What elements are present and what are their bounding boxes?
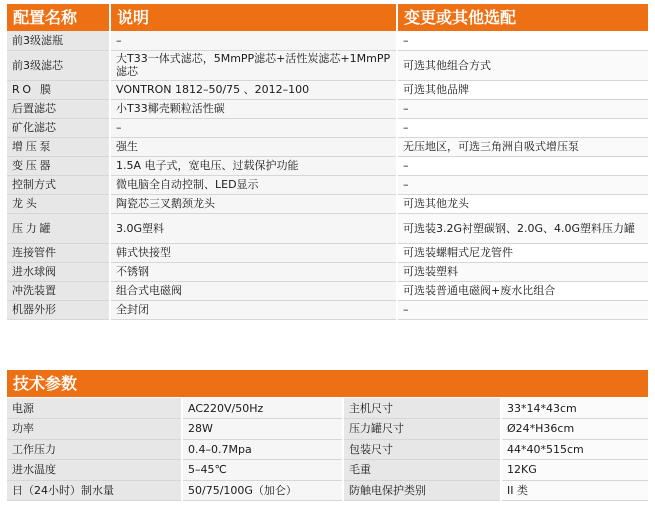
tech-key: 压力罐尺寸 xyxy=(343,419,501,440)
tech-value: 12KG xyxy=(501,460,648,481)
table-row xyxy=(7,31,648,50)
config-name: 变压器 xyxy=(7,156,110,175)
config-name: 压力罐 xyxy=(7,213,110,243)
table-row xyxy=(7,419,648,440)
table-row xyxy=(7,118,648,137)
config-option: – xyxy=(397,300,648,319)
table-row xyxy=(7,262,648,281)
tech-key: 日（24小时）制水量 xyxy=(7,480,182,501)
config-name: 龙头 xyxy=(7,194,110,213)
config-option: 可选其他组合方式 xyxy=(397,50,648,80)
tech-key: 功率 xyxy=(7,419,182,440)
tech-section-title: 技术参数 xyxy=(7,370,648,397)
tech-key: 防触电保护类别 xyxy=(343,480,501,501)
config-option: – xyxy=(397,118,648,137)
tech-table xyxy=(7,398,648,501)
config-name: 进水球阀 xyxy=(7,262,110,281)
config-option: – xyxy=(397,175,648,194)
tech-key: 包装尺寸 xyxy=(343,439,501,460)
config-desc: 组合式电磁阀 xyxy=(110,281,397,300)
config-desc: 大T33一体式滤芯，5MmPP滤芯+活性炭滤芯+1MmPP滤芯 xyxy=(110,50,397,80)
config-name: 后置滤芯 xyxy=(7,99,110,118)
table-row xyxy=(7,398,648,419)
tech-value: AC220V/50Hz xyxy=(182,398,343,419)
config-option: 可选其他龙头 xyxy=(397,194,648,213)
tech-value: 33*14*43cm xyxy=(501,398,648,419)
config-option: 可选装螺帽式尼龙管件 xyxy=(397,243,648,262)
config-desc: 不锈钢 xyxy=(110,262,397,281)
table-row xyxy=(7,213,648,243)
tech-key: 毛重 xyxy=(343,460,501,481)
table-row xyxy=(7,175,648,194)
config-desc: – xyxy=(110,31,397,50)
table-row xyxy=(7,156,648,175)
tech-value: 44*40*515cm xyxy=(501,439,648,460)
tech-value: Ø24*H36cm xyxy=(501,419,648,440)
header-description: 说明 xyxy=(110,4,397,31)
config-desc: 强生 xyxy=(110,137,397,156)
config-desc: 韩式快接型 xyxy=(110,243,397,262)
config-option: 可选装塑料 xyxy=(397,262,648,281)
config-desc: 小T33椰壳颗粒活性碳 xyxy=(110,99,397,118)
tech-key: 电源 xyxy=(7,398,182,419)
table-row xyxy=(7,194,648,213)
table-row xyxy=(7,439,648,460)
config-desc: VONTRON 1812–50/75 、2012–100 xyxy=(110,80,397,99)
config-name: 前3级滤芯 xyxy=(7,50,110,80)
table-row xyxy=(7,300,648,319)
config-option: – xyxy=(397,99,648,118)
header-option: 变更或其他选配 xyxy=(397,4,648,31)
tech-key: 主机尺寸 xyxy=(343,398,501,419)
config-desc: 微电脑全自动控制、LED显示 xyxy=(110,175,397,194)
config-option: 可选装3.2G衬塑碳钢、2.0G、4.0G塑料压力罐 xyxy=(397,213,648,243)
table-row xyxy=(7,50,648,80)
config-name: 控制方式 xyxy=(7,175,110,194)
config-name: 机器外形 xyxy=(7,300,110,319)
config-desc: 全封闭 xyxy=(110,300,397,319)
config-option: 无压地区，可选三角洲自吸式增压泵 xyxy=(397,137,648,156)
config-desc: 1.5A 电子式，宽电压、过载保护功能 xyxy=(110,156,397,175)
config-name: RO 膜 xyxy=(7,80,110,99)
config-name: 冲洗装置 xyxy=(7,281,110,300)
config-name: 前3级滤瓶 xyxy=(7,31,110,50)
table-row xyxy=(7,281,648,300)
config-name: 连接管件 xyxy=(7,243,110,262)
tech-value: II 类 xyxy=(501,480,648,501)
config-option: 可选其他品牌 xyxy=(397,80,648,99)
tech-value: 50/75/100G（加仑） xyxy=(182,480,343,501)
header-config-name: 配置名称 xyxy=(7,4,110,31)
tech-key: 工作压力 xyxy=(7,439,182,460)
table-row xyxy=(7,99,648,118)
config-option: – xyxy=(397,31,648,50)
table-row xyxy=(7,137,648,156)
tech-value: 28W xyxy=(182,419,343,440)
table-row xyxy=(7,460,648,481)
config-desc: – xyxy=(110,118,397,137)
table-row xyxy=(7,80,648,99)
table-row xyxy=(7,243,648,262)
config-name: 增压泵 xyxy=(7,137,110,156)
config-name: 矿化滤芯 xyxy=(7,118,110,137)
tech-key: 进水温度 xyxy=(7,460,182,481)
table-row xyxy=(7,480,648,501)
tech-value: 5–45℃ xyxy=(182,460,343,481)
config-table xyxy=(7,4,648,320)
config-header-row xyxy=(7,4,648,31)
tech-value: 0.4–0.7Mpa xyxy=(182,439,343,460)
config-option: 可选装普通电磁阀+废水比组合 xyxy=(397,281,648,300)
config-desc: 3.0G塑料 xyxy=(110,213,397,243)
config-desc: 陶瓷芯三叉鹅颈龙头 xyxy=(110,194,397,213)
config-option: – xyxy=(397,156,648,175)
